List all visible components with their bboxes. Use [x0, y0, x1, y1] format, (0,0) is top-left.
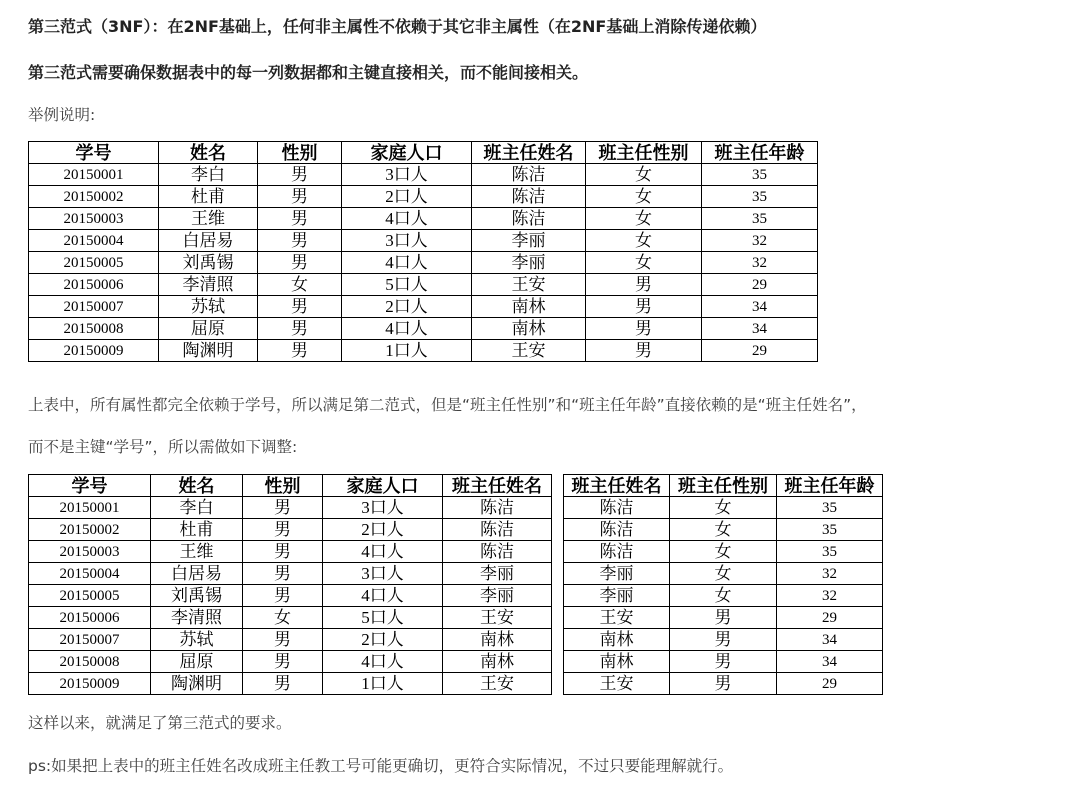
table-cell: 女: [586, 164, 702, 186]
column-header: 班主任年龄: [777, 475, 883, 497]
heading-3nf: 第三范式（3NF）：在2NF基础上，任何非主属性不依赖于其它非主属性（在2NF基础上消除传递依赖）: [28, 17, 767, 36]
table-cell: 男: [586, 340, 702, 362]
column-header: 家庭人口: [342, 142, 472, 164]
table-cell: 女: [586, 230, 702, 252]
table-header-row: [29, 142, 818, 164]
table-row: [564, 651, 883, 673]
table-cell: 34: [702, 318, 818, 340]
table-row: [29, 318, 818, 340]
table-cell: 29: [777, 607, 883, 629]
table-cell: 35: [702, 164, 818, 186]
table-cell: 1口人: [342, 340, 472, 362]
table-cell: 5口人: [323, 607, 443, 629]
table-cell: 李白: [151, 497, 243, 519]
conclusion-text: 这样以来，就满足了第三范式的要求。: [28, 714, 292, 732]
table-cell: 陈洁: [564, 519, 670, 541]
table-row: [29, 296, 818, 318]
table-cell: 男: [670, 607, 777, 629]
table-cell: 南林: [564, 629, 670, 651]
teacher-table: [563, 474, 883, 695]
table-cell: 2口人: [323, 629, 443, 651]
table-cell: 20150003: [29, 208, 159, 230]
table-cell: 男: [243, 673, 323, 695]
table-cell: 屈原: [151, 651, 243, 673]
column-header: 姓名: [159, 142, 258, 164]
table-cell: 20150004: [29, 563, 151, 585]
table-cell: 5口人: [342, 274, 472, 296]
table-cell: 李丽: [472, 252, 586, 274]
table-cell: 杜甫: [159, 186, 258, 208]
table-cell: 20150002: [29, 519, 151, 541]
column-header: 班主任姓名: [472, 142, 586, 164]
table-cell: 王安: [564, 673, 670, 695]
column-header: 班主任姓名: [564, 475, 670, 497]
table-cell: 刘禹锡: [151, 585, 243, 607]
table-row: [29, 519, 552, 541]
table-cell: 29: [702, 274, 818, 296]
table-cell: 34: [702, 296, 818, 318]
table-cell: 男: [258, 208, 342, 230]
table-cell: 男: [258, 186, 342, 208]
table-cell: 34: [777, 629, 883, 651]
table-cell: 女: [586, 252, 702, 274]
column-header: 姓名: [151, 475, 243, 497]
table-cell: 女: [586, 186, 702, 208]
column-header: 班主任性别: [586, 142, 702, 164]
table-cell: 男: [258, 296, 342, 318]
table-cell: 20150009: [29, 340, 159, 362]
table-cell: 3口人: [342, 164, 472, 186]
table-cell: 32: [702, 252, 818, 274]
table-cell: 王维: [159, 208, 258, 230]
table-cell: 35: [702, 186, 818, 208]
explanation-line-2: 而不是主键“学号”，所以需做如下调整:: [28, 438, 298, 456]
table-cell: 男: [258, 230, 342, 252]
table-cell: 3口人: [323, 563, 443, 585]
table-cell: 4口人: [323, 651, 443, 673]
table-cell: 陈洁: [472, 208, 586, 230]
table-row: [29, 607, 552, 629]
table-cell: 男: [586, 274, 702, 296]
table-cell: 王安: [443, 673, 552, 695]
table-cell: 男: [243, 651, 323, 673]
table-cell: 男: [258, 164, 342, 186]
table-cell: 李丽: [443, 585, 552, 607]
table-row: [29, 230, 818, 252]
table-cell: 陈洁: [472, 164, 586, 186]
table-cell: 35: [777, 519, 883, 541]
table-cell: 男: [670, 629, 777, 651]
table-cell: 杜甫: [151, 519, 243, 541]
table-row: [564, 607, 883, 629]
table-cell: 男: [258, 318, 342, 340]
table-cell: 32: [702, 230, 818, 252]
table-cell: 女: [258, 274, 342, 296]
table-cell: 35: [702, 208, 818, 230]
table-cell: 李丽: [564, 585, 670, 607]
table-cell: 20150008: [29, 318, 159, 340]
table-cell: 男: [670, 673, 777, 695]
table-cell: 南林: [443, 651, 552, 673]
table-row: [29, 585, 552, 607]
column-header: 班主任姓名: [443, 475, 552, 497]
table-cell: 2口人: [342, 296, 472, 318]
table-cell: 20150008: [29, 651, 151, 673]
student-table-original: [28, 141, 818, 362]
table-cell: 4口人: [342, 318, 472, 340]
explanation-line-1: 上表中，所有属性都完全依赖于学号，所以满足第二范式，但是“班主任性别”和“班主任年龄”直接依赖的是“班主任姓名”，: [28, 396, 867, 414]
table-header-row: [564, 475, 883, 497]
table-row: [564, 519, 883, 541]
column-header: 学号: [29, 142, 159, 164]
column-header: 性别: [258, 142, 342, 164]
table-cell: 20150001: [29, 497, 151, 519]
table-row: [29, 164, 818, 186]
column-header: 班主任性别: [670, 475, 777, 497]
table-row: [564, 497, 883, 519]
table-row: [564, 563, 883, 585]
table-cell: 20150007: [29, 296, 159, 318]
table-cell: 4口人: [342, 208, 472, 230]
table-cell: 南林: [564, 651, 670, 673]
table-cell: 陈洁: [443, 519, 552, 541]
table-cell: 男: [243, 541, 323, 563]
table-cell: 女: [670, 541, 777, 563]
table-cell: 32: [777, 563, 883, 585]
table-cell: 陈洁: [443, 497, 552, 519]
table-cell: 29: [777, 673, 883, 695]
table-cell: 29: [702, 340, 818, 362]
table-cell: 20150004: [29, 230, 159, 252]
column-header: 班主任年龄: [702, 142, 818, 164]
table-cell: 女: [670, 519, 777, 541]
table-cell: 3口人: [323, 497, 443, 519]
table-cell: 陈洁: [472, 186, 586, 208]
table-row: [29, 208, 818, 230]
table-cell: 20150006: [29, 607, 151, 629]
subheading-3nf: 第三范式需要确保数据表中的每一列数据都和主键直接相关，而不能间接相关。: [28, 63, 589, 82]
table-header-row: [29, 475, 552, 497]
table-cell: 男: [670, 651, 777, 673]
table-cell: 陈洁: [564, 541, 670, 563]
table-cell: 20150005: [29, 252, 159, 274]
example-label: 举例说明:: [28, 106, 96, 124]
table-cell: 李清照: [159, 274, 258, 296]
table-cell: 苏轼: [151, 629, 243, 651]
table-cell: 34: [777, 651, 883, 673]
table-cell: 南林: [472, 318, 586, 340]
table-cell: 20150001: [29, 164, 159, 186]
table-row: [29, 340, 818, 362]
table-row: [29, 673, 552, 695]
table-cell: 王维: [151, 541, 243, 563]
table-cell: 4口人: [323, 585, 443, 607]
table-cell: 李清照: [151, 607, 243, 629]
table-cell: 苏轼: [159, 296, 258, 318]
table-cell: 女: [586, 208, 702, 230]
table-cell: 李丽: [472, 230, 586, 252]
table-cell: 陶渊明: [159, 340, 258, 362]
table-cell: 刘禹锡: [159, 252, 258, 274]
table-row: [29, 629, 552, 651]
table-row: [29, 497, 552, 519]
table-cell: 女: [670, 585, 777, 607]
student-table-split: [28, 474, 552, 695]
table-cell: 王安: [472, 340, 586, 362]
table-row: [29, 563, 552, 585]
table-cell: 2口人: [342, 186, 472, 208]
table-cell: 20150005: [29, 585, 151, 607]
table-cell: 南林: [472, 296, 586, 318]
table-cell: 20150006: [29, 274, 159, 296]
table-cell: 男: [243, 585, 323, 607]
table-cell: 陶渊明: [151, 673, 243, 695]
table-row: [29, 186, 818, 208]
table-cell: 男: [243, 563, 323, 585]
table-cell: 3口人: [342, 230, 472, 252]
column-header: 性别: [243, 475, 323, 497]
table-cell: 女: [670, 563, 777, 585]
table-row: [564, 673, 883, 695]
table-cell: 4口人: [342, 252, 472, 274]
table-cell: 王安: [564, 607, 670, 629]
table-cell: 20150002: [29, 186, 159, 208]
table-cell: 男: [586, 318, 702, 340]
table-cell: 屈原: [159, 318, 258, 340]
table-row: [29, 651, 552, 673]
table-cell: 男: [243, 519, 323, 541]
table-cell: 南林: [443, 629, 552, 651]
table-row: [29, 541, 552, 563]
table-cell: 20150009: [29, 673, 151, 695]
table-cell: 男: [243, 629, 323, 651]
table-cell: 20150007: [29, 629, 151, 651]
table-row: [29, 274, 818, 296]
table-cell: 20150003: [29, 541, 151, 563]
table-cell: 男: [258, 252, 342, 274]
table-cell: 1口人: [323, 673, 443, 695]
table-row: [29, 252, 818, 274]
table-cell: 李白: [159, 164, 258, 186]
table-cell: 王安: [472, 274, 586, 296]
table-cell: 35: [777, 497, 883, 519]
table-row: [564, 629, 883, 651]
table-cell: 32: [777, 585, 883, 607]
table-cell: 2口人: [323, 519, 443, 541]
column-header: 家庭人口: [323, 475, 443, 497]
table-cell: 4口人: [323, 541, 443, 563]
table-row: [564, 585, 883, 607]
table-cell: 男: [258, 340, 342, 362]
table-cell: 陈洁: [564, 497, 670, 519]
table-row: [564, 541, 883, 563]
table-cell: 李丽: [443, 563, 552, 585]
table-cell: 女: [243, 607, 323, 629]
table-cell: 女: [670, 497, 777, 519]
column-header: 学号: [29, 475, 151, 497]
table-cell: 陈洁: [443, 541, 552, 563]
ps-note: ps:如果把上表中的班主任姓名改成班主任教工号可能更确切，更符合实际情况，不过只要能理解就行。: [28, 757, 734, 775]
table-cell: 男: [586, 296, 702, 318]
table-cell: 35: [777, 541, 883, 563]
table-cell: 男: [243, 497, 323, 519]
table-cell: 白居易: [151, 563, 243, 585]
table-cell: 白居易: [159, 230, 258, 252]
table-cell: 王安: [443, 607, 552, 629]
table-cell: 李丽: [564, 563, 670, 585]
